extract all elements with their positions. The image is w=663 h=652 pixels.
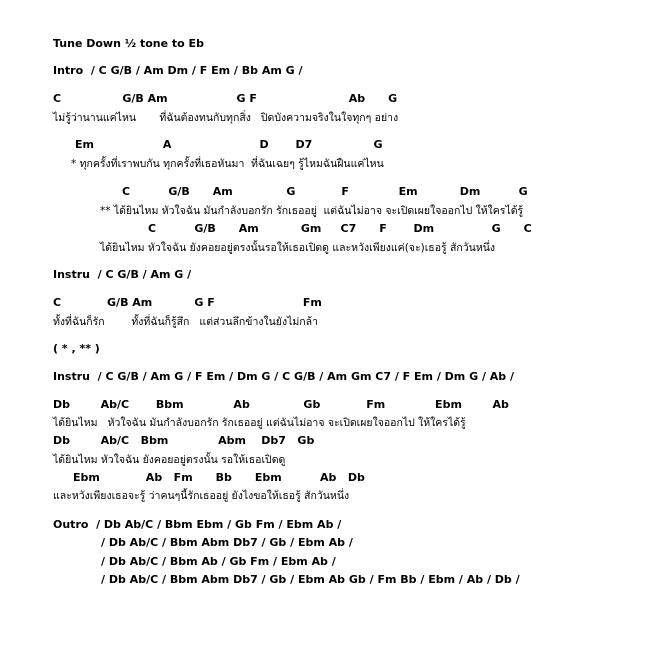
verse1-lyrics-1: ไม่รู้ว่านานแค่ไหน ที่ฉันต้องทนกับทุกสิ่ง ปิดบังความจริงในใจทุกๆ อย่าง (53, 112, 399, 124)
verse2-lyrics-1: ทั้งที่ฉันก็รัก ทั้งที่ฉันก็รู้สึก แต่ส่วนลึกข้างในยังไม่กล้า (53, 316, 318, 328)
outro-line-3: / Db Ab/C / Bbm Ab / Gb Fm / Ebm Ab / (101, 555, 336, 568)
verse1-lyrics-2: * ทุกครั้งที่เราพบกัน ทุกครั้งที่เธอหันมา ที่ฉันเฉยๆ รู้ไหมฉันฝืนแค่ไหน (71, 158, 384, 170)
verse2-chords-1: C G/B Am G F Fm (53, 296, 322, 309)
chorus2-chords-1: Db Ab/C Bbm Ab Gb Fm Ebm Ab (53, 398, 509, 411)
verse1-chords-1: C G/B Am G F Ab G (53, 92, 398, 105)
chorus1-chords-2: C G/B Am Gm C7 F Dm G C (148, 222, 532, 235)
tuning-note: Tune Down ½ tone to Eb (53, 37, 204, 50)
verse1-chords-2: Em A D D7 G (75, 138, 383, 151)
intro-line: Intro / C G/B / Am Dm / F Em / Bb Am G / (53, 64, 303, 77)
instru2-line: Instru / C G/B / Am G / F Em / Dm G / C G/B / Am Gm C7 / F Em / Dm G / Ab / (53, 370, 515, 383)
chorus1-lyrics-1: ** ได้ยินไหม หัวใจฉัน มันกำลังบอกรัก รักเธออยู่ แต่ฉันไม่อาจ จะเปิดเผยใจออกไป ให้ใครได้รู้ (100, 205, 524, 217)
chorus1-chords-1: C G/B Am G F Em Dm G (122, 185, 528, 198)
repeat-marker: ( * , ** ) (53, 342, 100, 355)
outro-line-1: Outro / Db Ab/C / Bbm Ebm / Gb Fm / Ebm Ab / (53, 518, 342, 531)
chorus2-chords-2: Db Ab/C Bbm Abm Db7 Gb (53, 434, 315, 447)
chorus2-chords-3: Ebm Ab Fm Bb Ebm Ab Db (73, 471, 365, 484)
chorus1-lyrics-2: ได้ยินไหม หัวใจฉัน ยังคอยอยู่ตรงนั้นรอให้เธอเปิดดู และหวังเพียงแค่(จะ)เธอรู้ สักวันหนึ่ง (100, 242, 496, 254)
chorus2-lyrics-3: และหวังเพียงเธอจะรู้ ว่าคนๆนี้รักเธออยู่ ยังไงขอให้เธอรู้ สักวันหนึ่ง (53, 490, 350, 502)
instru1-line: Instru / C G/B / Am G / (53, 268, 192, 281)
outro-line-4: / Db Ab/C / Bbm Abm Db7 / Gb / Ebm Ab Gb / Fm Bb / Ebm / Ab / Db / (101, 573, 520, 586)
chorus2-lyrics-2: ได้ยินไหม หัวใจฉัน ยังคอยอยู่ตรงนั้น รอให้เธอเปิดดู (53, 454, 286, 466)
outro-line-2: / Db Ab/C / Bbm Abm Db7 / Gb / Ebm Ab / (101, 536, 353, 549)
chorus2-lyrics-1: ได้ยินไหม หัวใจฉัน มันกำลังบอกรัก รักเธออยู่ แต่ฉันไม่อาจ จะเปิดเผยใจออกไป ให้ใครได้รู้ (53, 417, 466, 429)
